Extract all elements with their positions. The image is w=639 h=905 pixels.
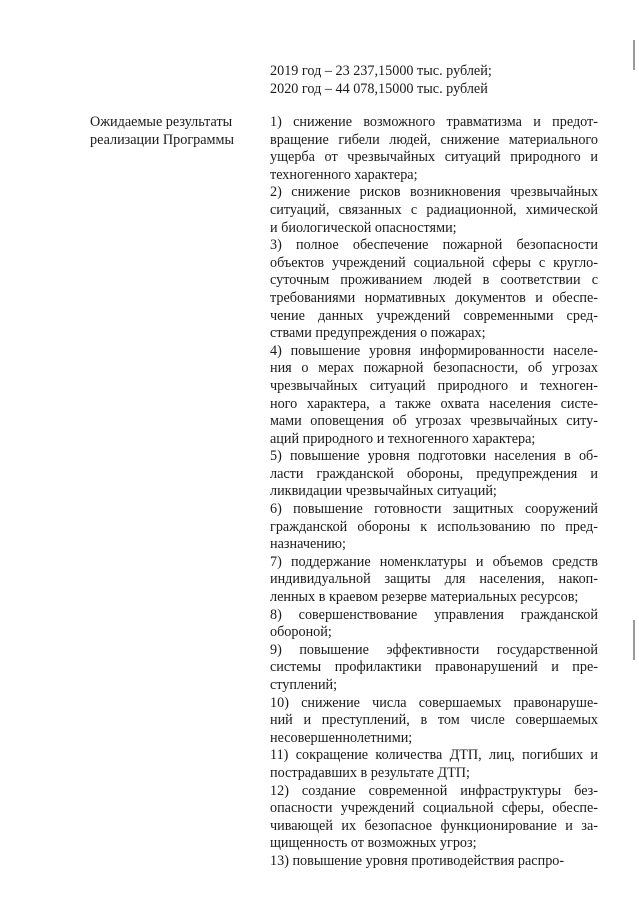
result-item-line: ступлений; xyxy=(270,677,338,693)
result-item xyxy=(270,184,598,237)
result-item xyxy=(270,237,598,343)
result-item-line: индивидуальной защиты для населения, накоп- xyxy=(270,571,598,588)
result-item-line: ствами предупреждения о пожарах; xyxy=(270,325,486,342)
funding-block xyxy=(270,62,600,99)
result-item-line: обороной; xyxy=(270,624,332,641)
scan-edge-mark xyxy=(633,620,635,660)
label-line: Ожидаемые результаты xyxy=(90,114,233,130)
result-item-line: ситуаций, связанных с радиационной, химической xyxy=(270,201,598,218)
result-item-line: суточным проживанием людей в соответствии с xyxy=(270,272,598,289)
result-item-line: ния о мерах пожарной безопасности, об угрозах xyxy=(270,360,598,377)
result-item xyxy=(270,695,598,748)
result-item-line: 13) повышение уровня противодействия распро- xyxy=(270,852,565,869)
result-item xyxy=(270,747,598,782)
funding-line-2020: 2020 год – 44 078,15000 тыс. рублей xyxy=(270,81,488,98)
result-item-line: 3) полное обеспечение пожарной безопасности xyxy=(270,237,598,254)
result-item-line: ущерба от чрезвычайных ситуаций природного и xyxy=(270,149,598,166)
result-item-line: опасности учреждений социальной сферы, обеспе- xyxy=(270,800,598,817)
result-item xyxy=(270,642,598,695)
result-item-line: объектов учреждений социальной сферы с кругло- xyxy=(270,254,598,271)
result-item-line: ликвидации чрезвычайных ситуаций; xyxy=(270,483,497,500)
result-item-line: и биологической опасностями; xyxy=(270,219,457,236)
result-item-line: чрезвычайных ситуаций природного и техноген- xyxy=(270,377,598,394)
result-item-line: 1) снижение возможного травматизма и предот- xyxy=(270,114,598,130)
result-item xyxy=(270,783,598,853)
result-item xyxy=(270,607,598,642)
result-item-line: ласти гражданской обороны, предупреждения и xyxy=(270,465,598,482)
result-item-line: техногенного характера; xyxy=(270,166,418,183)
result-item-line: требованиями нормативных документов и обеспе- xyxy=(270,289,598,306)
result-item xyxy=(270,114,598,184)
expected-results-label xyxy=(90,113,260,150)
result-item-line: 11) сокращение количества ДТП, лиц, погибших и xyxy=(270,747,598,764)
result-item-line: ленных в краевом резерве материальных ресурсов; xyxy=(270,589,579,606)
result-item-line: 5) повышение уровня подготовки населения в об- xyxy=(270,448,598,465)
result-item-line: пострадавших в результате ДТП; xyxy=(270,764,470,781)
result-item-line: аций природного и техногенного характера; xyxy=(270,430,536,447)
result-item-line: ного характера, а также охвата населения систе- xyxy=(270,395,598,412)
result-item-line: вращение гибели людей, снижение материального xyxy=(270,131,598,148)
result-item-line: мами оповещения об угрозах чрезвычайных ситу- xyxy=(270,413,598,430)
result-item-line: 9) повышение эффективности государственной xyxy=(270,641,598,658)
result-item-line: щищенность от возможных угроз; xyxy=(270,835,477,852)
result-item-line: 4) повышение уровня информированности населе- xyxy=(270,342,598,359)
result-item-line: гражданской обороны к использованию по пред- xyxy=(270,518,598,535)
result-item-line: 6) повышение готовности защитных сооружений xyxy=(270,501,598,518)
result-item-line: чение данных учреждений современными сред- xyxy=(270,307,598,324)
result-item xyxy=(270,501,598,554)
funding-line-2019: 2019 год – 23 237,15000 тыс. рублей; xyxy=(270,63,492,79)
result-item xyxy=(270,343,598,449)
result-item-line: системы профилактики правонарушений и пре- xyxy=(270,659,598,676)
result-item-line: чивающей их безопасное функционирование и за- xyxy=(270,817,598,834)
result-item xyxy=(270,554,598,607)
result-item-line: 10) снижение числа совершаемых правонаруше- xyxy=(270,694,598,711)
expected-results-list xyxy=(270,114,598,871)
result-item-line: 12) создание современной инфраструктуры без- xyxy=(270,782,598,799)
result-item-line: 8) совершенствование управления гражданской xyxy=(270,606,598,623)
result-item-line: несовершеннолетними; xyxy=(270,729,413,746)
result-item xyxy=(270,448,598,501)
result-item-line: ний и преступлений, в том числе совершаемых xyxy=(270,712,598,729)
result-item-line: 2) снижение рисков возникновения чрезвычайных xyxy=(270,184,598,201)
scan-edge-mark xyxy=(633,40,635,70)
result-item-line: назначению; xyxy=(270,536,346,553)
label-line: реализации Программы xyxy=(90,132,235,149)
result-item xyxy=(270,853,598,871)
result-item-line: 7) поддержание номенклатуры и объемов средств xyxy=(270,553,598,570)
